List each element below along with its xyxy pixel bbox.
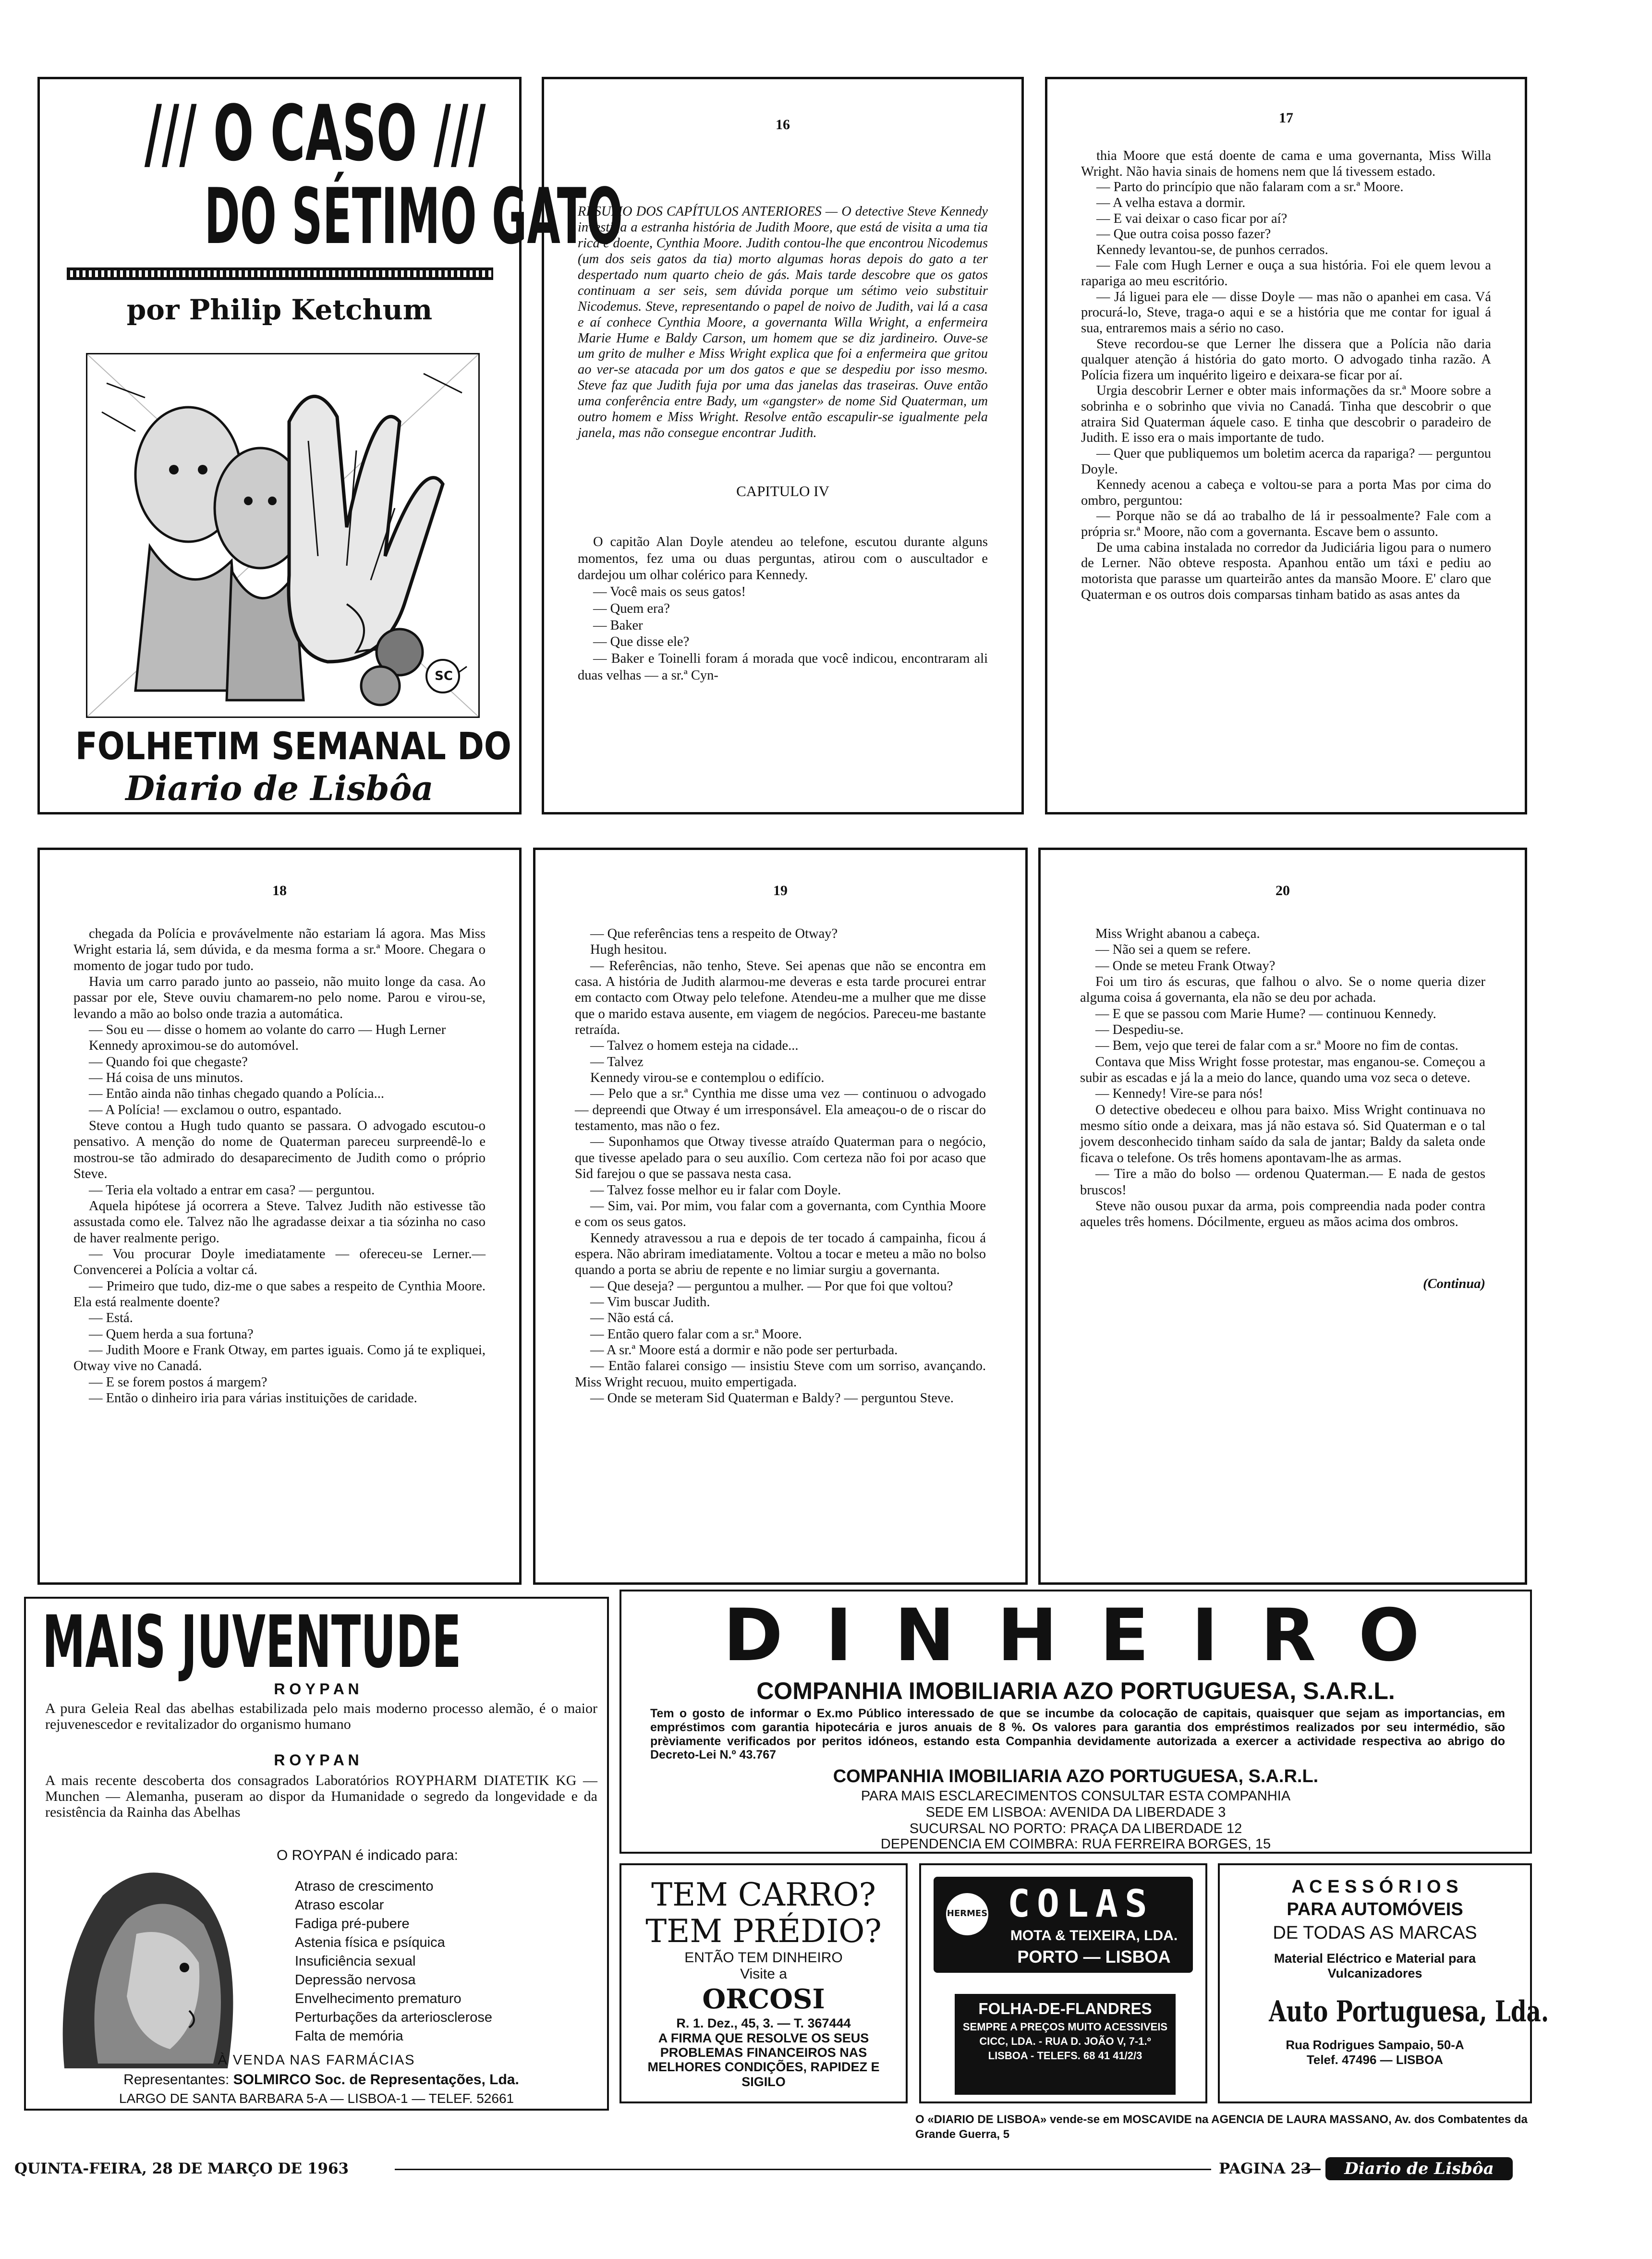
ad-auto-portuguesa bbox=[1218, 1863, 1549, 2103]
story-paragraph: — Baker e Toinelli foram á morada que você indicou, encontraram ali duas velhas — a sr.ª Cyn- bbox=[578, 651, 988, 683]
story-paragraph: — E que se passou com Marie Hume? — continuou Kennedy. bbox=[1095, 1006, 1436, 1021]
flandres-title: FOLHA-DE-FLANDRES bbox=[978, 2000, 1152, 2017]
masthead-logo: Diario de Lisbôa bbox=[1325, 2157, 1513, 2180]
page-19-panel bbox=[533, 848, 1028, 1585]
flandres-box bbox=[955, 1994, 1176, 2095]
story-paragraph: Kennedy aproximou-se do automóvel. bbox=[89, 1038, 299, 1054]
story-paragraph: thia Moore que está doente de cama e uma governanta, Miss Willa Wright. Não havia sinais de homens nem que lá tivessem estado. bbox=[1081, 148, 1491, 179]
story-paragraph: Contava que Miss Wright fosse protestar, mas enganou-se. Começou a subir as escadas e já la a meio do lance, quando uma voz seca o deteve. bbox=[1080, 1054, 1485, 1086]
brand-name: R O Y P A N bbox=[274, 1751, 359, 1769]
story-paragraph: — Já liguei para ele — disse Doyle — mas não o apanhei em casa. Vá procurá-lo, Steve, traga-o aqui e se a história que me contar for igual á sua, entraremos mais a sério no caso. bbox=[1081, 289, 1491, 336]
story-paragraph: Kennedy virou-se e contemplou o edifício. bbox=[590, 1070, 825, 1086]
page-16-panel bbox=[542, 77, 1024, 814]
story-text bbox=[73, 926, 486, 1406]
page-17-panel bbox=[1045, 77, 1527, 814]
story-paragraph: — Há coisa de uns minutos. bbox=[89, 1070, 243, 1086]
ad-text: Material Eléctrico e Material para Vulcanizadores bbox=[1274, 1951, 1476, 1981]
story-paragraph: — Que referências tens a respeito de Otway? bbox=[590, 926, 838, 941]
page-number: 18 bbox=[272, 883, 287, 899]
story-paragraph: — Suponhamos que Otway tivesse atraído Quaterman para o negócio, que tivesse apelado para o seu auxílio. Com certeza não foi por acaso que Sid farejou o que se passava nesta casa. bbox=[575, 1134, 986, 1182]
indications-heading: O ROYPAN é indicado para: bbox=[277, 1847, 458, 1863]
representatives: Representantes: SOLMIRCO Soc. de Representações, Lda. bbox=[123, 2072, 519, 2088]
story-paragraph: Foi um tiro ás escuras, que falhou o alvo. Se o nome queria dizer alguma coisa á governanta, ela não se deu por achada. bbox=[1080, 974, 1485, 1006]
footer-rule bbox=[1301, 2169, 1321, 2170]
story-paragraph: — Primeiro que tudo, diz-me o que sabes a respeito de Cynthia Moore. Ela está realmente doente? bbox=[73, 1278, 486, 1310]
masthead-logo: Diario de Lisbôa bbox=[125, 768, 434, 808]
story-paragraph: — Sou eu — disse o homem ao volante do carro — Hugh Lerner bbox=[89, 1022, 446, 1038]
page-number: 16 bbox=[776, 117, 790, 133]
story-paragraph: — Então quero falar com a sr.ª Moore. bbox=[590, 1326, 802, 1342]
ad-text: A pura Geleia Real das abelhas estabilizada pelo mais moderno processo alemão, é o maior rejuvenescedor e revitalizador do organismo humano bbox=[45, 1700, 597, 1732]
page-number: 17 bbox=[1279, 110, 1293, 126]
story-paragraph: — Quer que publiquemos um boletim acerca da rapariga? — perguntou Doyle. bbox=[1081, 446, 1491, 477]
story-paragraph: — Vim buscar Judith. bbox=[590, 1294, 710, 1310]
story-paragraph: — A Polícia! — exclamou o outro, espantado. bbox=[89, 1102, 342, 1117]
story-paragraph: O detective obedeceu e olhou para baixo. Miss Wright continuava no mesmo sítio onde a deixara, mas já não estava só. Sid Quaterman e o tal jovem desconhecido tinham saído da sala de jantar; Baldy da saleta onde ficava o telefone. Os três homens apontavam-lhe as armas. bbox=[1080, 1102, 1485, 1166]
cities: PORTO — LISBOA bbox=[1017, 1947, 1171, 1967]
story-paragraph: — E vai deixar o caso ficar por aí? bbox=[1096, 211, 1288, 226]
story-paragraph: — Referências, não tenho, Steve. Sei apenas que não se encontra em casa. A história de Judith alarmou-me deveras e esta tarde procurei entrar em contacto com Otway pelo telefone. Atendeu-me a mulher que me disse que o marido estava ausente, em viagem de negócios. Pareceu-me bastante retraída. bbox=[575, 958, 986, 1038]
ad-headline: PARA AUTOMÓVEIS bbox=[1287, 1899, 1463, 1919]
story-paragraph: — Quando foi que chegaste? bbox=[89, 1054, 248, 1069]
story-paragraph: — Onde se meteram Sid Quaterman e Baldy? — perguntou Steve. bbox=[590, 1390, 954, 1406]
contact-line: SEDE EM LISBOA: AVENIDA DA LIBERDADE 3 bbox=[925, 1805, 1226, 1820]
page-20-panel bbox=[1038, 848, 1527, 1585]
ad-colas bbox=[919, 1863, 1207, 2103]
story-summary: RESUMO DOS CAPÍTULOS ANTERIORES — O detective Steve Kennedy investiga a estranha história de Judith Moore, que está de visita a uma tia rica e doente, Cynthia Moore. Judith contou-lhe que encontrou Nicodemus (um dos seis gatos da tia) morto algumas horas depois do gato a ter despertado num quarto cheio de gás. Mais tarde descobre que os gatos continuam a ser seis, sem dúvida porque um sétimo veio substituir Nicodemus. Steve, representando o papel de noivo de Judith, vai lá a casa e aí conhece Cynthia Moore, a governanta Willa Wright, a enfermeira Marie Hume e Baldy Carson, um homem que se diz jardineiro. Ouve-se um grito de mulher e Miss Wright explica que foi a enfermeira que gritou ao ver-se atacada por um dos gatos e que se despediu por isso mesmo. Steve faz que Judith fuja por uma das janelas das traseiras. Ouve então uma conferência entre Bady, um «gangster» de nome Sid Quaterman, um outro homem e Miss Wright. Resolve então escapulir-se igualmente pela janela, mas não consegue encontrar Judith. bbox=[578, 204, 988, 441]
story-text bbox=[575, 926, 986, 1406]
story-paragraph: — Talvez o homem esteja na cidade... bbox=[590, 1038, 799, 1054]
story-paragraph: — Baker bbox=[593, 618, 643, 633]
indication-item: Depressão nervosa bbox=[295, 1972, 416, 1988]
indication-item: Envelhecimento prematuro bbox=[295, 1991, 462, 2006]
footer-date: QUINTA-FEIRA, 28 DE MARÇO DE 1963 bbox=[14, 2160, 349, 2177]
chapter-heading: CAPITULO IV bbox=[736, 483, 829, 500]
ad-roypan bbox=[24, 1597, 609, 2111]
ad-subheading: Visite a bbox=[740, 1966, 787, 1982]
indication-item: Atraso escolar bbox=[295, 1897, 384, 1913]
illustration-face bbox=[45, 1838, 259, 2078]
story-paragraph: — Judith Moore e Frank Otway, em partes iguais. Como já te expliquei, Otway vive no Canadá. bbox=[73, 1342, 486, 1374]
page-18-panel bbox=[37, 848, 522, 1585]
story-paragraph: — Então falarei consigo — insistiu Steve com um sorriso, avançando. Miss Wright recuou, muito empertigada. bbox=[575, 1359, 986, 1390]
story-paragraph: — Tire a mão do bolso — ordenou Quaterman.— E nada de gestos bruscos! bbox=[1080, 1166, 1485, 1198]
story-paragraph: — Que outra coisa posso fazer? bbox=[1096, 227, 1271, 242]
story-paragraph: Aquela hipótese já ocorrera a Steve. Talvez Judith não estivesse tão assustada como ele. Talvez não lhe agradasse deixar a tia sózinha no caso de haver realmente perigo. bbox=[73, 1198, 486, 1246]
story-paragraph: Kennedy levantou-se, de punhos cerrados. bbox=[1096, 242, 1328, 257]
page-number: 20 bbox=[1275, 883, 1290, 899]
indication-item: Astenia física e psíquica bbox=[295, 1935, 445, 1950]
address: R. 1. Dez., 45, 3. — T. 367444 bbox=[676, 2016, 851, 2030]
indication-item: Fadiga pré-pubere bbox=[295, 1916, 410, 1931]
contact-line: PARA MAIS ESCLARECIMENTOS CONSULTAR ESTA COMPANHIA bbox=[861, 1788, 1291, 1804]
story-paragraph: — Sim, vai. Por mim, vou falar com a governanta, com Cynthia Moore e com os seus gatos. bbox=[575, 1198, 986, 1230]
story-paragraph: — Onde se meteu Frank Otway? bbox=[1095, 958, 1275, 973]
story-paragraph: De uma cabina instalada no corredor da Judiciária ligou para o numero de Lerner. Não obteve resposta. Apanhou então um táxi e pediu ao motorista que parasse um quarteirão antes da mansão Moore. E' claro que Quaterman e os outros dois comparsas tinham batido as asas antes da bbox=[1081, 540, 1491, 602]
brand-name: R O Y P A N bbox=[274, 1680, 359, 1698]
ad-text: Tem o gosto de informar o Ex.mo Público interessado de que se incumbe da colocação de capitais, quaisquer que sejam as importancias, em empréstimos com garantia hipotecária e juros anuais de 8 %. Os valores para garantia dos empréstimos realizados por seu intermédio, são prèviamente verificados por peritos idóneos, estando esta Companhia devidamente autorizada a exercer a actividade respectiva ao abrigo do Decreto-Lei N.º 43.767 bbox=[650, 1707, 1505, 1762]
address: LARGO DE SANTA BARBARA 5-A — LISBOA-1 — TELEF. 52661 bbox=[119, 2091, 514, 2106]
story-paragraph: Steve não ousou puxar da arma, pois compreendia nada poder contra aqueles três homens. Dócilmente, ergueu as mãos acima dos ombros. bbox=[1080, 1198, 1485, 1230]
ad-text: A mais recente descoberta dos consagrados Laboratórios ROYPHARM DIATETIK KG — Munchen — Alemanha, puseram ao dispor da Humanidade o segredo da longevidade e da resistência da Rainha das Abelhas bbox=[45, 1773, 597, 1820]
indication-item: Atraso de crescimento bbox=[295, 1879, 434, 1894]
story-paragraph: — A velha estava a dormir. bbox=[1096, 195, 1246, 210]
company-name: MOTA & TEIXEIRA, LDA. bbox=[1010, 1928, 1178, 1943]
story-paragraph: Kennedy acenou a cabeça e voltou-se para a porta Mas por cima do ombro, perguntou: bbox=[1081, 477, 1491, 508]
decorative-rule bbox=[67, 267, 493, 280]
author-byline: por Philip Ketchum bbox=[126, 293, 433, 326]
story-paragraph: — Porque não se dá ao trabalho de lá ir pessoalmente? Fale com a própria sr.ª Moore, não com a governanta. Escave bem o assunto. bbox=[1081, 509, 1491, 539]
flandres-text: SEMPRE A PREÇOS MUITO ACESSIVEIS bbox=[962, 2021, 1168, 2033]
illustrator-signature: SC bbox=[435, 669, 453, 683]
ad-headline: A C E S S Ó R I O S bbox=[1291, 1877, 1458, 1897]
story-paragraph: — Então o dinheiro iria para várias instituições de caridade. bbox=[89, 1390, 417, 1406]
story-paragraph: — Pelo que a sr.ª Cynthia me disse uma vez — continuou o advogado — depreendi que Otway é um irresponsável. Ela ameaçou-o de o riscar do testamento, mas não o fez. bbox=[575, 1086, 986, 1134]
story-paragraph: Urgia descobrir Lerner e obter mais informações da sr.ª Moore sobre a sobrinha e o sobrinho que vivia no Canadá. Tinha que descobrir o que atraira Sid Quaterman áquele caso. E tinha que descobrir o paradeiro de Judith. E isso era o mais importante de tudo. bbox=[1081, 383, 1491, 446]
indication-item: Falta de memória bbox=[295, 2028, 403, 2044]
story-text bbox=[578, 534, 988, 684]
story-text bbox=[1080, 926, 1485, 1230]
story-paragraph: — Teria ela voltado a entrar em casa? — perguntou. bbox=[89, 1182, 375, 1198]
story-paragraph: — Não está cá. bbox=[590, 1311, 674, 1326]
feuilleton-title: /// O CASO /// bbox=[144, 88, 486, 178]
telephone: Telef. 47496 — LISBOA bbox=[1306, 2053, 1444, 2067]
ad-headline: MAIS JUVENTUDE bbox=[42, 1601, 462, 1684]
story-paragraph: — Fale com Hugh Lerner e ouça a sua história. Foi ele quem levou a rapariga ao meu escritório. bbox=[1081, 258, 1491, 289]
flandres-text: CICC, LDA. - RUA D. JOÃO V, 7-1.º bbox=[979, 2035, 1151, 2047]
illustration bbox=[86, 353, 480, 718]
ad-headline: TEM CARRO? bbox=[651, 1876, 876, 1913]
indications-list bbox=[295, 1877, 593, 2046]
hermes-emblem: HERMES bbox=[943, 1890, 991, 1938]
story-paragraph: Hugh hesitou. bbox=[590, 942, 667, 958]
ad-text: A FIRMA QUE RESOLVE OS SEUS PROBLEMAS FINANCEIROS NAS MELHORES CONDIÇÕES, RAPIDEZ E SIGILO bbox=[647, 2031, 880, 2089]
story-paragraph: O capitão Alan Doyle atendeu ao telefone, escutou durante alguns momentos, fez uma ou duas perguntas, atirou com o auscultador e dardejou um olhar colérico para Kennedy. bbox=[578, 534, 988, 583]
footer-page-number: PAGINA 23 bbox=[1219, 2160, 1312, 2177]
story-paragraph: — Kennedy! Vire-se para nós! bbox=[1095, 1086, 1263, 1102]
story-paragraph: — Bem, vejo que terei de falar com a sr.ª Moore no fim de contas. bbox=[1095, 1038, 1458, 1054]
story-paragraph: Miss Wright abanou a cabeça. bbox=[1095, 926, 1260, 941]
to-be-continued: (Continua) bbox=[1423, 1276, 1485, 1291]
ad-orcosi bbox=[620, 1863, 908, 2103]
story-paragraph: — Vou procurar Doyle imediatamente — ofereceu-se Lerner.— Convencerei a Polícia a voltar cá. bbox=[73, 1246, 486, 1278]
footer-rule bbox=[395, 2169, 1211, 2170]
story-paragraph: — Parto do princípio que não falaram com a sr.ª Moore. bbox=[1096, 180, 1404, 195]
story-paragraph: — A sr.ª Moore está a dormir e não pode ser perturbada. bbox=[590, 1342, 898, 1358]
company-name: ORCOSI bbox=[702, 1983, 825, 2015]
story-paragraph: — Despediu-se. bbox=[1095, 1022, 1184, 1038]
contact-line: SUCURSAL NO PORTO: PRAÇA DA LIBERDADE 12 bbox=[909, 1821, 1242, 1836]
indication-item: Perturbações da arteriosclerose bbox=[295, 2010, 493, 2025]
story-paragraph: — Que deseja? — perguntou a mulher. — Por que foi que voltou? bbox=[590, 1278, 953, 1294]
ad-headline: DE TODAS AS MARCAS bbox=[1273, 1923, 1477, 1943]
story-paragraph: — Quem herda a sua fortuna? bbox=[89, 1326, 254, 1342]
flandres-text: LISBOA - TELEFS. 68 41 41/2/3 bbox=[988, 2050, 1142, 2062]
story-paragraph: — Você mais os seus gatos! bbox=[593, 584, 746, 600]
brand-name: COLAS bbox=[1008, 1882, 1154, 1926]
page-number: 19 bbox=[773, 883, 788, 899]
story-paragraph: chegada da Polícia e provávelmente não estariam lá agora. Mas Miss Wright estaria lá, sem dúvida, e da mesma forma a sr.ª Moore. Chegara o momento de jogar tudo por tudo. bbox=[73, 926, 486, 973]
story-paragraph: — E se forem postos á margem? bbox=[89, 1374, 267, 1390]
contact-line: DEPENDENCIA EM COIMBRA: RUA FERREIRA BORGES, 15 bbox=[880, 1836, 1271, 1852]
story-paragraph: Havia um carro parado junto ao passeio, não muito longe da casa. Ao passar por ele, Steve ouviu chamarem-no pelo nome. Parou e virou-se, levando a mão ao bolso onde trazia a automática. bbox=[73, 974, 486, 1021]
story-paragraph: Steve recordou-se que Lerner lhe dissera que a Polícia não daria qualquer atenção á história do gato morto. O advogado tinha razão. A Polícia fizera um inquérito ligeiro e deixara-se ficar por aí. bbox=[1081, 336, 1491, 383]
feuilleton-footer: FOLHETIM SEMANAL DO bbox=[75, 725, 511, 768]
story-paragraph: Steve contou a Hugh tudo quanto se passara. O advogado escutou-o pensativo. A menção do nome de Quaterman pareceu surpreendê-lo e mostrou-se tão admirado do desaparecimento de Judith como o próprio Steve. bbox=[73, 1118, 486, 1182]
story-paragraph: — Não sei a quem se refere. bbox=[1095, 942, 1251, 958]
story-paragraph: — Quem era? bbox=[593, 601, 670, 616]
story-text bbox=[1081, 148, 1491, 603]
story-paragraph: — Que disse ele? bbox=[593, 634, 690, 650]
indication-item: Insuficiência sexual bbox=[295, 1954, 416, 1969]
story-paragraph: — Então ainda não tinhas chegado quando a Polícia... bbox=[89, 1086, 384, 1102]
story-paragraph: — Talvez fosse melhor eu ir falar com Doyle. bbox=[590, 1182, 841, 1198]
story-paragraph: — Talvez bbox=[590, 1054, 644, 1069]
ad-dinheiro bbox=[620, 1590, 1532, 1854]
company-name: Auto Portuguesa, Lda. bbox=[1269, 1995, 1549, 2029]
company-name: COMPANHIA IMOBILIARIA AZO PORTUGUESA, S.A.R.L. bbox=[756, 1677, 1395, 1704]
story-paragraph: — Está. bbox=[89, 1311, 133, 1326]
feuilleton-title-line2: DO SÉTIMO GATO bbox=[204, 171, 623, 261]
ad-headline: D I N H E I R O bbox=[723, 1594, 1429, 1677]
story-paragraph: Kennedy atravessou a rua e depois de ter tocado á campainha, ficou á espera. Não abriram imediatamente. Voltou a tocar e meteu a mão no bolso quando a porta se abriu de repente e no limiar surgiu a governanta. bbox=[575, 1230, 986, 1278]
sales-location-note: O «DIARIO DE LISBOA» vende-se em MOSCAVIDE na AGENCIA DE LAURA MASSANO, Av. dos Combatentes da Grande Guerra, 5 bbox=[915, 2113, 1528, 2141]
company-name: COMPANHIA IMOBILIARIA AZO PORTUGUESA, S.A.R.L. bbox=[833, 1766, 1319, 1786]
address: Rua Rodrigues Sampaio, 50-A bbox=[1286, 2038, 1464, 2053]
ad-subheading: ENTÃO TEM DINHEIRO bbox=[684, 1950, 843, 1966]
sales-note: À VENDA NAS FARMÁCIAS bbox=[218, 2053, 415, 2068]
ad-headline: TEM PRÉDIO? bbox=[645, 1913, 882, 1950]
